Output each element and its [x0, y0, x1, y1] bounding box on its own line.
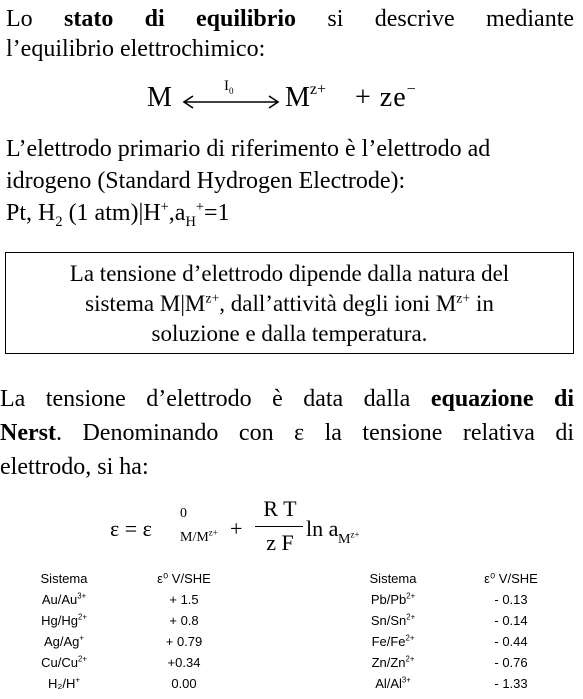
system-name: Cu/Cu	[41, 655, 78, 670]
column-header: Sistema	[40, 571, 88, 586]
reaction-right	[285, 82, 326, 114]
fraction-bar	[255, 526, 303, 527]
system-charge: 2+	[405, 654, 415, 664]
column-header: ε⁰ V/SHE	[484, 570, 538, 586]
reaction-left: M	[147, 82, 172, 113]
formula-denominator: z F	[266, 530, 294, 555]
nernst-formula	[110, 496, 410, 566]
formula-a-sub-text: M	[338, 532, 351, 547]
column-header: ε⁰ V/SHE	[157, 570, 211, 586]
arrow-label	[224, 78, 234, 95]
column-header: Sistema	[369, 571, 417, 586]
system-cell	[344, 652, 442, 673]
nernst-bold: equazione di	[430, 386, 575, 412]
box-text: in	[470, 291, 494, 316]
arrow-label-main: I	[224, 78, 229, 94]
potential-value: - 0.76	[494, 655, 528, 670]
table-row	[14, 631, 254, 652]
table-row	[344, 652, 580, 673]
system-name: Ag/Ag	[44, 634, 80, 649]
formula-plus: +	[230, 516, 243, 541]
formula-eps-sub	[180, 527, 218, 546]
ref-text: Pt, H	[6, 200, 56, 226]
system-cell	[14, 631, 114, 652]
formula-numerator: R T	[263, 496, 297, 521]
intro-bold-term: stato di equilibrio	[64, 6, 297, 32]
nernst-line-3: elettrodo, si ha:	[0, 454, 149, 480]
nernst-bold: Nerst	[0, 420, 56, 446]
potential-value: - 0.44	[494, 634, 528, 649]
ref-line-3	[6, 198, 230, 228]
formula-lhs	[110, 516, 152, 542]
box-line-2	[6, 289, 573, 319]
ref-text: =1	[203, 200, 230, 226]
potential-value: - 0.13	[494, 592, 528, 607]
ref-text: ,a	[168, 200, 186, 226]
system-cell	[14, 673, 114, 694]
system-charge: 2+	[405, 633, 415, 643]
system-cell	[14, 652, 114, 673]
box-line-1: La tensione d’elettrodo dipende dalla natura del	[69, 261, 510, 286]
formula-lhs-text: ε = ε	[110, 516, 152, 541]
table-row	[344, 631, 580, 652]
potential-value: - 0.14	[494, 613, 528, 628]
ref-sup: +	[195, 199, 204, 215]
nernst-text: La tensione d’elettrodo è data dalla	[0, 386, 411, 412]
potentials-table-left	[14, 568, 254, 694]
table-row	[344, 673, 580, 694]
table-row	[344, 589, 580, 610]
system-charge: 3+	[401, 675, 411, 685]
intro-text: si descrive mediante	[327, 6, 575, 32]
table-row	[14, 673, 254, 694]
table-row	[14, 610, 254, 631]
formula-eps-sup: 0	[180, 506, 187, 521]
system-name: Au/Au	[41, 592, 78, 607]
potentials-table-right	[344, 568, 580, 694]
ref-sub: H	[185, 213, 196, 230]
nernst-line-1	[0, 384, 574, 414]
system-cell	[344, 631, 442, 652]
ref-sup: +	[160, 199, 169, 215]
formula-ln: ln a	[306, 516, 339, 541]
system-charge: 2+	[77, 654, 87, 664]
system-charge: 3+	[77, 591, 87, 601]
ref-line-2: idrogeno (Standard Hydrogen Electrode):	[6, 168, 406, 194]
potential-value: - 1.33	[494, 676, 528, 691]
formula-a-sub-sup: z+	[350, 529, 360, 540]
system-charge: 2+	[77, 612, 87, 622]
system-charge: 2+	[406, 612, 416, 622]
system-name: Al/Al	[375, 676, 402, 691]
system-name: Hg/Hg	[41, 613, 78, 628]
system-charge: +	[79, 633, 84, 643]
reaction-right-sup: z+	[309, 81, 327, 98]
formula-eps-sub-text: M/M	[180, 530, 209, 545]
potential-value: + 1.5	[169, 592, 199, 607]
system-cell	[14, 610, 114, 631]
potential-value: +0.34	[167, 655, 201, 670]
table-row	[14, 652, 254, 673]
system-name: Sn/Sn	[370, 613, 407, 628]
table-row	[344, 610, 580, 631]
ref-line-1: L’elettrodo primario di riferimento è l’elettrodo ad	[6, 136, 491, 162]
reaction-rest-sup: −	[406, 81, 417, 98]
table-row	[14, 589, 254, 610]
intro-line-2: l’equilibrio elettrochimico:	[6, 36, 266, 62]
box-sup: z+	[456, 290, 471, 306]
table-header-row	[14, 568, 254, 589]
nernst-line-2	[0, 418, 574, 448]
ref-sub: 2	[55, 213, 63, 230]
reaction-right-main: M	[285, 82, 310, 113]
highlight-box	[5, 252, 574, 354]
nernst-text: . Denominando con ε la tensione relativa di	[55, 420, 574, 446]
reaction-equation	[147, 78, 447, 122]
formula-a-sub	[338, 529, 360, 548]
system-name: Pb/Pb	[370, 592, 407, 607]
reaction-electrons	[355, 82, 417, 114]
box-text: , dall’attività degli ioni M	[219, 291, 457, 316]
potential-value: + 0.8	[169, 613, 199, 628]
system-name: Zn/Zn	[371, 655, 406, 670]
potential-value: 0.00	[171, 676, 197, 691]
system-cell	[344, 610, 442, 631]
system-name: H₂/H	[48, 676, 76, 691]
ref-text: (1 atm)|H	[62, 200, 161, 226]
system-name: Fe/Fe	[371, 634, 406, 649]
potential-value: + 0.79	[165, 634, 203, 649]
formula-eps-sub-sup: z+	[208, 527, 218, 538]
intro-text: Lo	[6, 6, 33, 32]
system-cell	[344, 589, 442, 610]
arrow-label-sub: 0	[229, 86, 234, 96]
box-text: sistema M|M	[85, 291, 206, 316]
box-sup: z+	[205, 290, 220, 306]
system-charge: 2+	[406, 591, 416, 601]
table-header-row	[344, 568, 580, 589]
system-cell	[14, 589, 114, 610]
intro-line-1	[6, 4, 574, 34]
system-charge: +	[75, 675, 80, 685]
box-line-3: soluzione e dalla temperatura.	[151, 321, 428, 346]
reaction-rest: + ze	[355, 82, 407, 113]
system-cell	[344, 673, 442, 694]
